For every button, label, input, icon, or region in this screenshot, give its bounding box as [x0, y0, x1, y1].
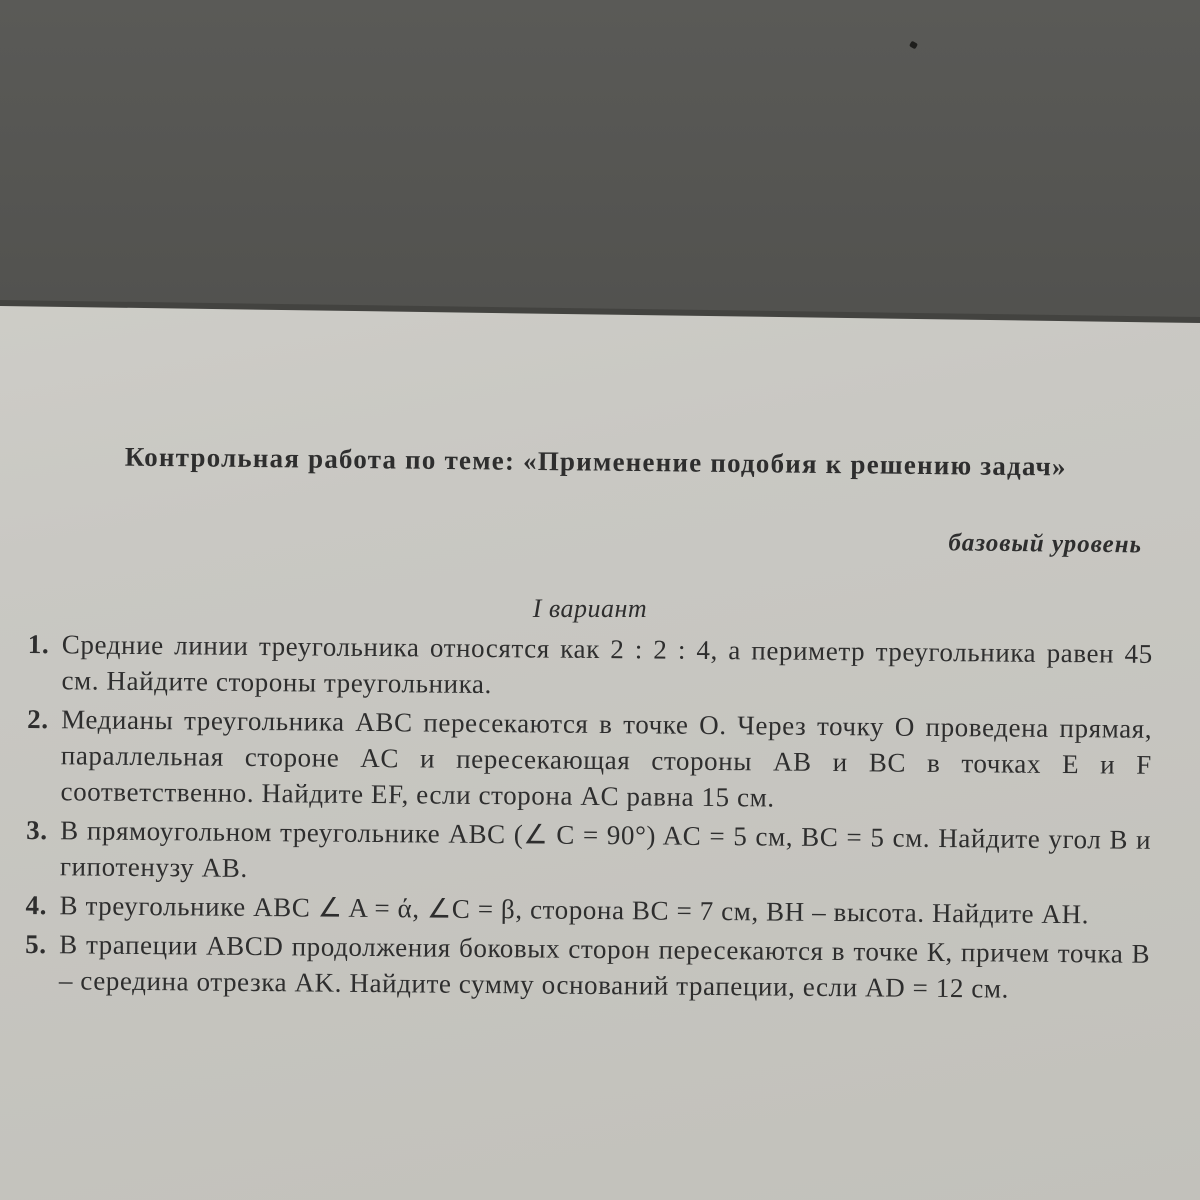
variant-heading: I вариант	[532, 594, 648, 623]
difficulty-level: базовый уровень	[948, 529, 1143, 559]
document-title: Контрольная работа по теме: «Применение подобия к решению задач»	[124, 441, 1067, 482]
task-number: 3.	[26, 814, 48, 846]
task-item	[27, 626, 1153, 708]
task-number: 1.	[27, 628, 50, 660]
task-text: В трапеции ABCD продолжения боковых сторон пересекаются в точке К, причем точка B – середина отрезка AK. Найдите сумму оснований трапеции, если AD = 12 см.	[58, 929, 1151, 1004]
task-item	[25, 887, 1150, 933]
task-item	[26, 812, 1152, 894]
task-text: Медианы треугольника ABC пересекаются в точке О. Через точку О проведена прямая, параллельная стороне AC и пересекающая стороны AB и BC в точках E и F соответственно. Найдите EF, если сторона AC равна 15 см.	[60, 704, 1153, 813]
task-list	[25, 626, 1153, 1011]
task-text: В прямоугольном треугольнике ABC (∠ C = 90°) AC = 5 см, BC = 5 см. Найдите угол B и гипотенузу AB.	[59, 815, 1152, 883]
task-text: Средние линии треугольника относятся как 2 : 2 : 4, а периметр треугольника равен 45 см. Найдите стороны треугольника.	[61, 629, 1153, 700]
task-number: 2.	[27, 703, 49, 735]
task-number: 4.	[25, 889, 48, 921]
task-item	[26, 701, 1152, 819]
task-text: В треугольнике ABC ∠ A = ά, ∠C = β, сторона BC = 7 см, BH – высота. Найдите AH.	[59, 890, 1090, 930]
task-item	[25, 926, 1151, 1008]
task-number: 5.	[25, 928, 47, 960]
